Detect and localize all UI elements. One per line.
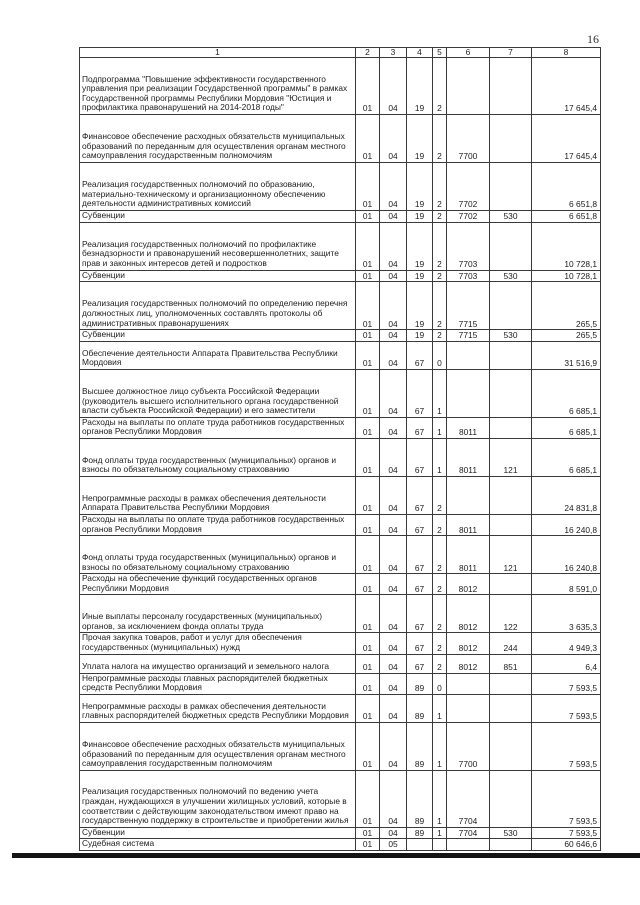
amount-cell: 4 949,3 xyxy=(532,633,601,654)
amount-cell: 8 591,0 xyxy=(532,574,601,595)
expense-type-cell xyxy=(490,673,532,694)
row-name-cell: Непрограммные расходы в рамках обеспечения деятельности Аппарата Правительства Республики Мордовия xyxy=(80,476,356,514)
expense-type-cell xyxy=(490,58,532,115)
expense-type-cell xyxy=(490,163,532,211)
row-name-cell: Высшее должностное лицо субъекта Российской Федерации (руководитель высшего исполнительного органа государственной власти субъекта Российской Федерации) и его заместители xyxy=(80,369,356,417)
section-code-cell: 01 xyxy=(356,633,380,654)
subsection-code-cell: 04 xyxy=(380,282,407,330)
expense-type-cell: 122 xyxy=(490,595,532,633)
table-row xyxy=(80,270,601,282)
row-name-cell: Реализация государственных полномочий по профилактике безнадзорности и правонарушений несовершеннолетних, защите прав и законных интересов детей и подростков xyxy=(80,222,356,270)
program-code-cell: 67 xyxy=(407,417,433,438)
target-article-cell: 8012 xyxy=(447,654,490,673)
amount-cell: 6 651,8 xyxy=(532,211,601,223)
subprogram-code-cell: 2 xyxy=(433,211,447,223)
amount-cell: 6 685,1 xyxy=(532,369,601,417)
program-code-cell: 19 xyxy=(407,211,433,223)
amount-cell: 10 728,1 xyxy=(532,222,601,270)
subprogram-code-cell: 1 xyxy=(433,438,447,476)
subprogram-code-cell: 2 xyxy=(433,222,447,270)
target-article-cell: 7703 xyxy=(447,222,490,270)
amount-cell: 17 645,4 xyxy=(532,58,601,115)
subsection-code-cell: 04 xyxy=(380,476,407,514)
subsection-code-cell: 04 xyxy=(380,115,407,163)
section-code-cell: 01 xyxy=(356,163,380,211)
program-code-cell: 19 xyxy=(407,330,433,342)
row-name-cell: Подпрограмма "Повышение эффективности государственного управления при реализации Государственной программы" в рамках Государственной программы Республики Мордовия "Юстиция и профилактика правонарушений на 2014-2018 годы" xyxy=(80,58,356,115)
table-row xyxy=(80,694,601,722)
program-code-cell: 67 xyxy=(407,574,433,595)
header-cell-3: 3 xyxy=(380,48,407,58)
subprogram-code-cell: 2 xyxy=(433,115,447,163)
expense-type-cell xyxy=(490,839,532,851)
program-code-cell: 67 xyxy=(407,438,433,476)
subprogram-code-cell xyxy=(433,839,447,851)
target-article-cell xyxy=(447,58,490,115)
subsection-code-cell: 04 xyxy=(380,722,407,770)
table-row xyxy=(80,839,601,851)
expense-type-cell: 530 xyxy=(490,827,532,839)
expense-type-cell: 121 xyxy=(490,536,532,574)
expense-type-cell: 851 xyxy=(490,654,532,673)
program-code-cell: 67 xyxy=(407,514,433,535)
table-row xyxy=(80,282,601,330)
table-row xyxy=(80,341,601,369)
expense-type-cell xyxy=(490,694,532,722)
row-name-cell: Прочая закупка товаров, работ и услуг для обеспечения государственных (муниципальных) нужд xyxy=(80,633,356,654)
subprogram-code-cell: 1 xyxy=(433,369,447,417)
target-article-cell: 7700 xyxy=(447,115,490,163)
expense-type-cell xyxy=(490,115,532,163)
program-code-cell: 19 xyxy=(407,282,433,330)
subprogram-code-cell: 2 xyxy=(433,476,447,514)
section-code-cell: 01 xyxy=(356,827,380,839)
subsection-code-cell: 04 xyxy=(380,417,407,438)
row-name-cell: Уплата налога на имущество организаций и земельного налога xyxy=(80,654,356,673)
program-code-cell: 19 xyxy=(407,270,433,282)
table-row xyxy=(80,595,601,633)
row-name-cell: Фонд оплаты труда государственных (муниципальных) органов и взносы по обязательному социальному страхованию xyxy=(80,536,356,574)
target-article-cell: 7703 xyxy=(447,270,490,282)
subprogram-code-cell: 2 xyxy=(433,595,447,633)
target-article-cell: 7715 xyxy=(447,330,490,342)
amount-cell: 7 593,5 xyxy=(532,694,601,722)
expense-type-cell xyxy=(490,514,532,535)
subsection-code-cell: 04 xyxy=(380,330,407,342)
table-row xyxy=(80,330,601,342)
section-code-cell: 01 xyxy=(356,770,380,827)
expense-type-cell xyxy=(490,282,532,330)
subprogram-code-cell: 0 xyxy=(433,341,447,369)
section-code-cell: 01 xyxy=(356,574,380,595)
amount-cell: 24 831,8 xyxy=(532,476,601,514)
subsection-code-cell: 04 xyxy=(380,514,407,535)
amount-cell: 17 645,4 xyxy=(532,115,601,163)
program-code-cell: 89 xyxy=(407,722,433,770)
subprogram-code-cell: 2 xyxy=(433,514,447,535)
subsection-code-cell: 04 xyxy=(380,536,407,574)
program-code-cell: 67 xyxy=(407,654,433,673)
row-name-cell: Непрограммные расходы главных распорядителей бюджетных средств Республики Мордовия xyxy=(80,673,356,694)
table-body xyxy=(80,58,601,851)
header-cell-2: 2 xyxy=(356,48,380,58)
expense-type-cell: 121 xyxy=(490,438,532,476)
program-code-cell: 89 xyxy=(407,694,433,722)
table-row xyxy=(80,536,601,574)
subsection-code-cell: 04 xyxy=(380,341,407,369)
section-code-cell: 01 xyxy=(356,654,380,673)
subprogram-code-cell: 1 xyxy=(433,827,447,839)
program-code-cell: 19 xyxy=(407,115,433,163)
table-row xyxy=(80,722,601,770)
amount-cell: 3 635,3 xyxy=(532,595,601,633)
target-article-cell: 7715 xyxy=(447,282,490,330)
amount-cell: 6 685,1 xyxy=(532,417,601,438)
section-code-cell: 01 xyxy=(356,369,380,417)
section-code-cell: 01 xyxy=(356,282,380,330)
amount-cell: 7 593,5 xyxy=(532,827,601,839)
section-code-cell: 01 xyxy=(356,438,380,476)
table-row xyxy=(80,211,601,223)
subsection-code-cell: 05 xyxy=(380,839,407,851)
subsection-code-cell: 04 xyxy=(380,770,407,827)
subprogram-code-cell: 2 xyxy=(433,282,447,330)
header-cell-6: 6 xyxy=(447,48,490,58)
subsection-code-cell: 04 xyxy=(380,163,407,211)
program-code-cell: 89 xyxy=(407,673,433,694)
table-row xyxy=(80,438,601,476)
amount-cell: 6 651,8 xyxy=(532,163,601,211)
row-name-cell: Реализация государственных полномочий по определению перечня должностных лиц, уполномоченных составлять протоколы об административных правонарушениях xyxy=(80,282,356,330)
row-name-cell: Судебная система xyxy=(80,839,356,851)
subsection-code-cell: 04 xyxy=(380,694,407,722)
amount-cell: 6,4 xyxy=(532,654,601,673)
target-article-cell xyxy=(447,673,490,694)
table-row xyxy=(80,163,601,211)
section-code-cell: 01 xyxy=(356,694,380,722)
subprogram-code-cell: 2 xyxy=(433,536,447,574)
target-article-cell xyxy=(447,839,490,851)
amount-cell: 265,5 xyxy=(532,330,601,342)
subprogram-code-cell: 1 xyxy=(433,694,447,722)
target-article-cell xyxy=(447,369,490,417)
target-article-cell: 8011 xyxy=(447,536,490,574)
program-code-cell: 19 xyxy=(407,222,433,270)
subprogram-code-cell: 1 xyxy=(433,417,447,438)
row-name-cell: Субвенции xyxy=(80,330,356,342)
header-cell-4: 4 xyxy=(407,48,433,58)
row-name-cell: Расходы на обеспечение функций государственных органов Республики Мордовия xyxy=(80,574,356,595)
table-row xyxy=(80,514,601,535)
row-name-cell: Фонд оплаты труда государственных (муниципальных) органов и взносы по обязательному социальному страхованию xyxy=(80,438,356,476)
subsection-code-cell: 04 xyxy=(380,595,407,633)
row-name-cell: Финансовое обеспечение расходных обязательств муниципальных образований по переданным для осуществления органам местного самоуправления государственным полномочиям xyxy=(80,722,356,770)
amount-cell: 265,5 xyxy=(532,282,601,330)
section-code-cell: 01 xyxy=(356,270,380,282)
program-code-cell: 67 xyxy=(407,341,433,369)
table-row xyxy=(80,654,601,673)
header-cell-7: 7 xyxy=(490,48,532,58)
target-article-cell: 7702 xyxy=(447,163,490,211)
section-code-cell: 01 xyxy=(356,222,380,270)
table-header xyxy=(80,48,601,58)
page-number: 16 xyxy=(587,32,599,46)
target-article-cell: 8012 xyxy=(447,595,490,633)
section-code-cell: 01 xyxy=(356,536,380,574)
expense-type-cell xyxy=(490,722,532,770)
target-article-cell: 8012 xyxy=(447,574,490,595)
expense-type-cell xyxy=(490,341,532,369)
table-row xyxy=(80,476,601,514)
program-code-cell: 89 xyxy=(407,827,433,839)
subsection-code-cell: 04 xyxy=(380,574,407,595)
subsection-code-cell: 04 xyxy=(380,827,407,839)
subsection-code-cell: 04 xyxy=(380,673,407,694)
section-code-cell: 01 xyxy=(356,58,380,115)
table-row xyxy=(80,369,601,417)
subprogram-code-cell: 2 xyxy=(433,58,447,115)
section-code-cell: 01 xyxy=(356,341,380,369)
target-article-cell: 8011 xyxy=(447,438,490,476)
target-article-cell xyxy=(447,694,490,722)
row-name-cell: Расходы на выплаты по оплате труда работников государственных органов Республики Мордовия xyxy=(80,514,356,535)
row-name-cell: Иные выплаты персоналу государственных (муниципальных) органов, за исключением фонда оплаты труда xyxy=(80,595,356,633)
expense-type-cell xyxy=(490,574,532,595)
subprogram-code-cell: 2 xyxy=(433,633,447,654)
target-article-cell: 7700 xyxy=(447,722,490,770)
program-code-cell: 67 xyxy=(407,633,433,654)
target-article-cell: 7704 xyxy=(447,827,490,839)
row-name-cell: Субвенции xyxy=(80,211,356,223)
program-code-cell: 67 xyxy=(407,595,433,633)
target-article-cell: 8012 xyxy=(447,633,490,654)
scan-border-line xyxy=(12,853,640,858)
expense-type-cell xyxy=(490,417,532,438)
target-article-cell: 7704 xyxy=(447,770,490,827)
header-cell-1: 1 xyxy=(80,48,356,58)
section-code-cell: 01 xyxy=(356,722,380,770)
table-row xyxy=(80,222,601,270)
subprogram-code-cell: 2 xyxy=(433,574,447,595)
amount-cell: 7 593,5 xyxy=(532,722,601,770)
table-row xyxy=(80,417,601,438)
amount-cell: 7 593,5 xyxy=(532,673,601,694)
row-name-cell: Расходы на выплаты по оплате труда работников государственных органов Республики Мордовия xyxy=(80,417,356,438)
target-article-cell: 7702 xyxy=(447,211,490,223)
table-row xyxy=(80,633,601,654)
section-code-cell: 01 xyxy=(356,211,380,223)
row-name-cell: Непрограммные расходы в рамках обеспечения деятельности главных распорядителей бюджетных средств Республики Мордовия xyxy=(80,694,356,722)
amount-cell: 31 516,9 xyxy=(532,341,601,369)
amount-cell: 7 593,5 xyxy=(532,770,601,827)
subprogram-code-cell: 2 xyxy=(433,163,447,211)
subsection-code-cell: 04 xyxy=(380,654,407,673)
program-code-cell: 67 xyxy=(407,536,433,574)
target-article-cell xyxy=(447,341,490,369)
subsection-code-cell: 04 xyxy=(380,633,407,654)
expense-type-cell: 244 xyxy=(490,633,532,654)
section-code-cell: 01 xyxy=(356,476,380,514)
program-code-cell xyxy=(407,839,433,851)
row-name-cell: Реализация государственных полномочий по образованию, материально-техническому и организационному обеспечению деятельности административных комиссий xyxy=(80,163,356,211)
subsection-code-cell: 04 xyxy=(380,369,407,417)
section-code-cell: 01 xyxy=(356,330,380,342)
expense-type-cell xyxy=(490,222,532,270)
expense-type-cell: 530 xyxy=(490,330,532,342)
amount-cell: 6 685,1 xyxy=(532,438,601,476)
table-row xyxy=(80,58,601,115)
expense-type-cell xyxy=(490,770,532,827)
subprogram-code-cell: 1 xyxy=(433,770,447,827)
section-code-cell: 01 xyxy=(356,673,380,694)
expense-type-cell: 530 xyxy=(490,270,532,282)
subprogram-code-cell: 2 xyxy=(433,270,447,282)
program-code-cell: 89 xyxy=(407,770,433,827)
section-code-cell: 01 xyxy=(356,115,380,163)
section-code-cell: 01 xyxy=(356,595,380,633)
subsection-code-cell: 04 xyxy=(380,438,407,476)
target-article-cell xyxy=(447,476,490,514)
target-article-cell: 8011 xyxy=(447,417,490,438)
table-row xyxy=(80,827,601,839)
row-name-cell: Обеспечение деятельности Аппарата Правительства Республики Мордовия xyxy=(80,341,356,369)
row-name-cell: Финансовое обеспечение расходных обязательств муниципальных образований по переданным для осуществления органам местного самоуправления государственным полномочиям xyxy=(80,115,356,163)
program-code-cell: 67 xyxy=(407,369,433,417)
subprogram-code-cell: 1 xyxy=(433,722,447,770)
row-name-cell: Реализация государственных полномочий по ведению учета граждан, нуждающихся в улучшении жилищных условий, которые в соответствии с действующим законодательством имеют право на государственную поддержку в строительстве и приобретении жилья xyxy=(80,770,356,827)
header-cell-8: 8 xyxy=(532,48,601,58)
table-row xyxy=(80,574,601,595)
program-code-cell: 19 xyxy=(407,58,433,115)
amount-cell: 60 646,6 xyxy=(532,839,601,851)
subsection-code-cell: 04 xyxy=(380,211,407,223)
section-code-cell: 01 xyxy=(356,514,380,535)
subsection-code-cell: 04 xyxy=(380,58,407,115)
subsection-code-cell: 04 xyxy=(380,270,407,282)
expense-type-cell xyxy=(490,369,532,417)
table-row xyxy=(80,673,601,694)
expense-type-cell: 530 xyxy=(490,211,532,223)
amount-cell: 16 240,8 xyxy=(532,514,601,535)
subprogram-code-cell: 0 xyxy=(433,673,447,694)
header-cell-5: 5 xyxy=(433,48,447,58)
table-row xyxy=(80,115,601,163)
row-name-cell: Субвенции xyxy=(80,270,356,282)
amount-cell: 16 240,8 xyxy=(532,536,601,574)
subprogram-code-cell: 2 xyxy=(433,330,447,342)
program-code-cell: 19 xyxy=(407,163,433,211)
target-article-cell: 8011 xyxy=(447,514,490,535)
header-row xyxy=(80,48,601,58)
section-code-cell: 01 xyxy=(356,839,380,851)
amount-cell: 10 728,1 xyxy=(532,270,601,282)
subsection-code-cell: 04 xyxy=(380,222,407,270)
row-name-cell: Субвенции xyxy=(80,827,356,839)
subprogram-code-cell: 2 xyxy=(433,654,447,673)
section-code-cell: 01 xyxy=(356,417,380,438)
expense-type-cell xyxy=(490,476,532,514)
program-code-cell: 67 xyxy=(407,476,433,514)
budget-table xyxy=(79,47,601,851)
table-row xyxy=(80,770,601,827)
